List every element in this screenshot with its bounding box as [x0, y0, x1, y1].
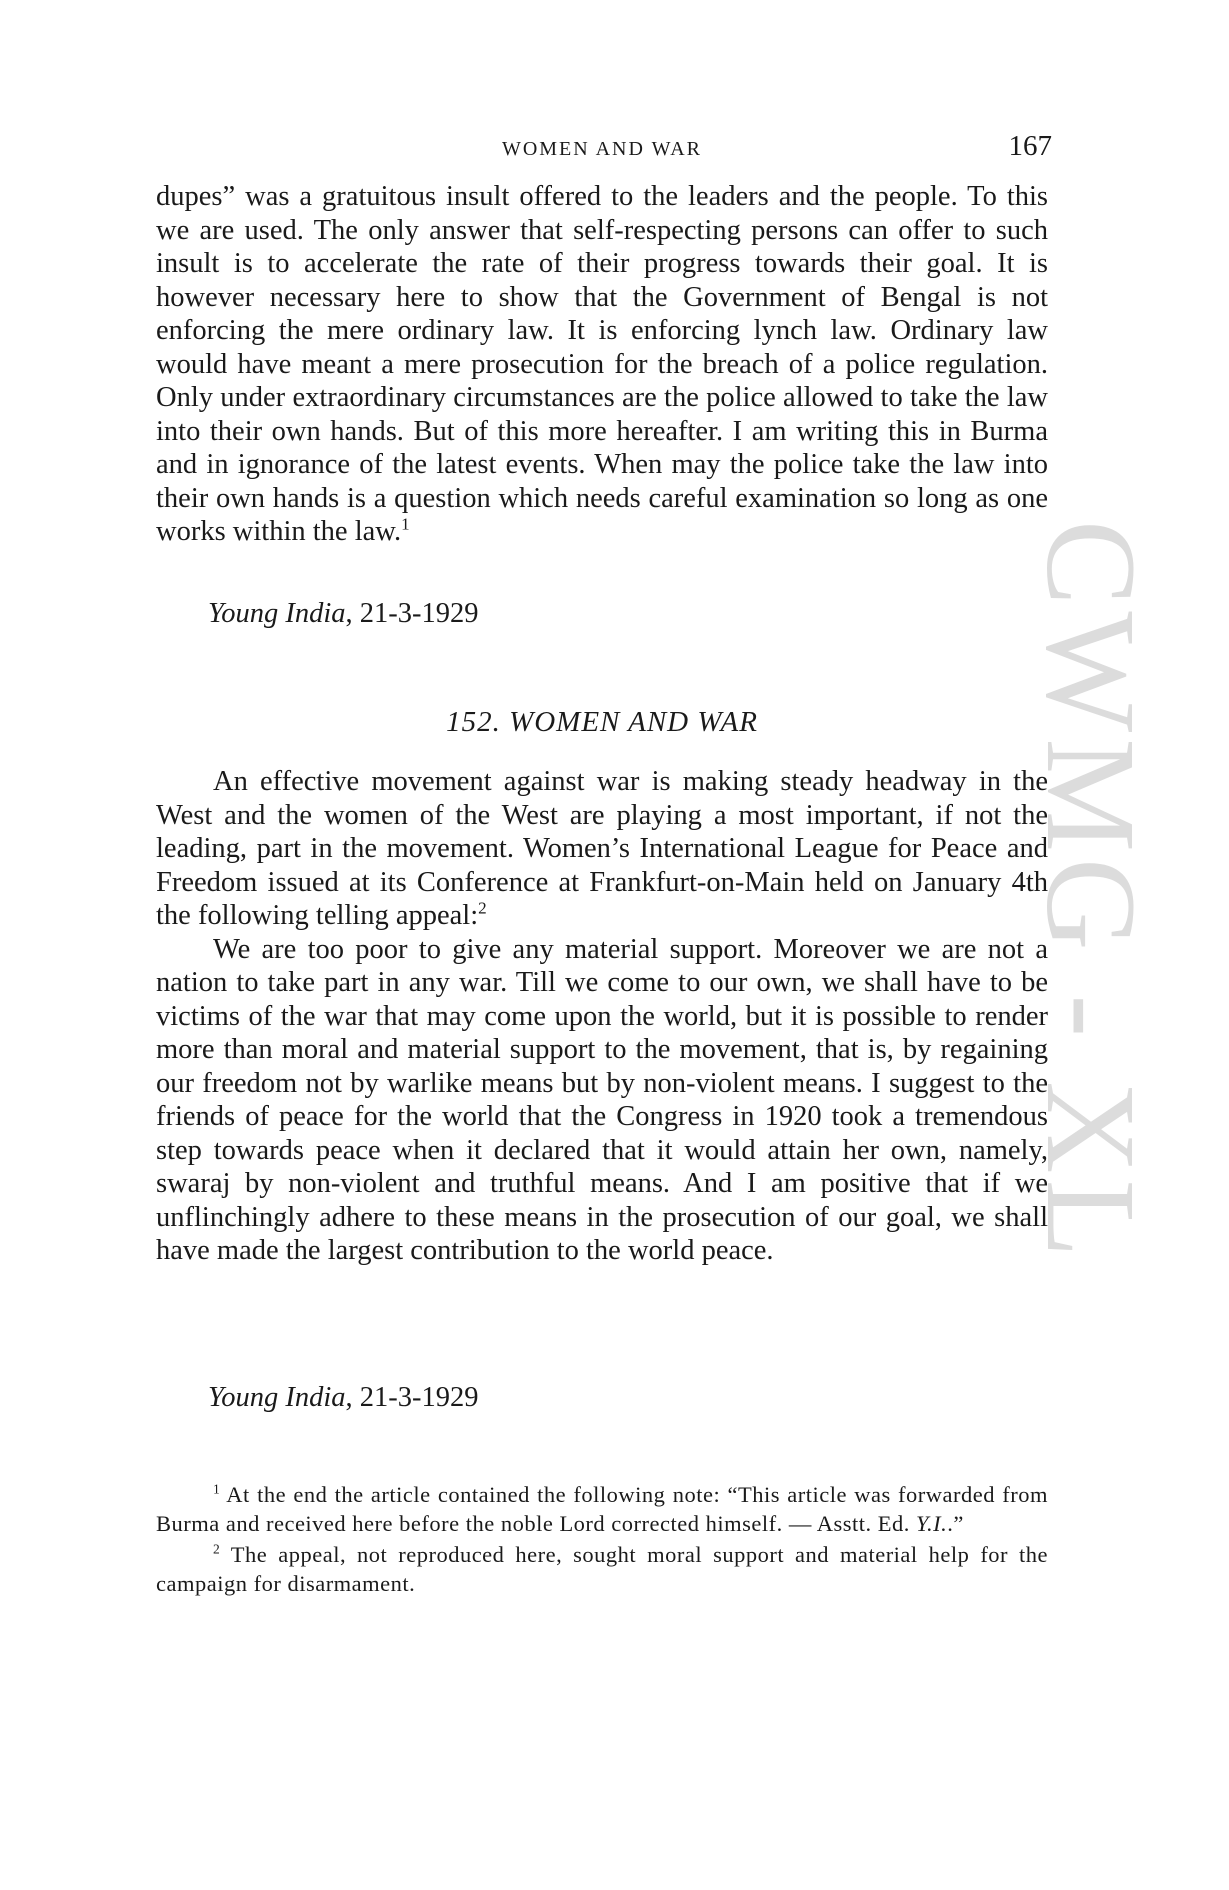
- footnote-marker: 2: [213, 1541, 221, 1557]
- footnote-2: [156, 1540, 1048, 1598]
- footnote-text: The appeal, not reproduced here, sought moral support and material help for the campaign for disarmament.: [156, 1542, 1048, 1596]
- footnote-italic: Y.I.: [916, 1511, 948, 1536]
- section-2-heading: 152. WOMEN AND WAR: [446, 706, 758, 738]
- source-date: , 21-3-1929: [345, 598, 479, 629]
- running-header: [152, 130, 1052, 170]
- footnote-closing: .”: [947, 1511, 964, 1536]
- section-1-body: [156, 180, 1048, 549]
- section-2-paragraph-1-text: An effective movement against war is making steady headway in the West and the women of the West are playing a most important, if not the leading, part in the movement. Women’s International League for Peace and Freedom issued at its Conference at Frankfurt-on-Main held on January 4th the following telling appeal:: [156, 766, 1048, 931]
- footnote-text: At the end the article contained the following note: “This article was forwarded from Burma and received here before the noble Lord corrected himself. — Asstt. Ed.: [156, 1482, 1048, 1536]
- running-title: WOMEN AND WAR: [501, 138, 703, 160]
- section-1-source: [156, 597, 1100, 631]
- section-2-body: [156, 765, 1048, 1268]
- footnote-marker: 1: [213, 1481, 221, 1497]
- section-2-paragraph-2: We are too poor to give any material support. Moreover we are not a nation to take part in any war. Till we come to our own, we shall have to be victims of the war that may come upon the world, but it is possible to render more than moral and material support to the movement, that is, by regaining our freedom not by warlike means but by non-violent means. I suggest to the friends of peace for the world that the Congress in 1920 took a tremendous step towards peace when it declared that it would attain her own, namely, swaraj by non-violent and truthful means. And I am positive that if we unflinchingly adhere to these means in the prosecution of our goal, we shall have made the largest contribution to the world peace.: [156, 933, 1048, 1266]
- section-1-paragraph-text: dupes” was a gratuitous insult offered to the leaders and the people. To this we are used. The only answer that self-respecting persons can offer to such insult is to accelerate the rate of their progress towards their goal. It is however necessary here to show that the Government of Bengal is not enforcing the mere ordinary law. It is enforcing lynch law. Ordinary law would have meant a mere prosecution for the breach of a police regulation. Only under extraordinary circumstances are the police allowed to take the law into their own hands. But of this more hereafter. I am writing this in Burma and in ignorance of the latest events. When may the police take the law into their own hands is a question which needs careful examination so long as one works within the law.: [156, 181, 1048, 547]
- page-number: 167: [1008, 130, 1052, 162]
- source-journal: Young India: [208, 1382, 346, 1413]
- source-journal: Young India: [208, 598, 346, 629]
- footnote-ref-1: 1: [401, 514, 410, 534]
- footnotes: [156, 1480, 1048, 1598]
- section-2-paragraph-1: [156, 765, 1048, 933]
- source-date: , 21-3-1929: [345, 1382, 479, 1413]
- footnote-1: [156, 1480, 1048, 1538]
- watermark: CWMG - XL: [1020, 520, 1162, 1264]
- section-1-paragraph: [156, 180, 1048, 549]
- section-2-source: [156, 1381, 1100, 1415]
- footnote-ref-2: 2: [478, 898, 487, 918]
